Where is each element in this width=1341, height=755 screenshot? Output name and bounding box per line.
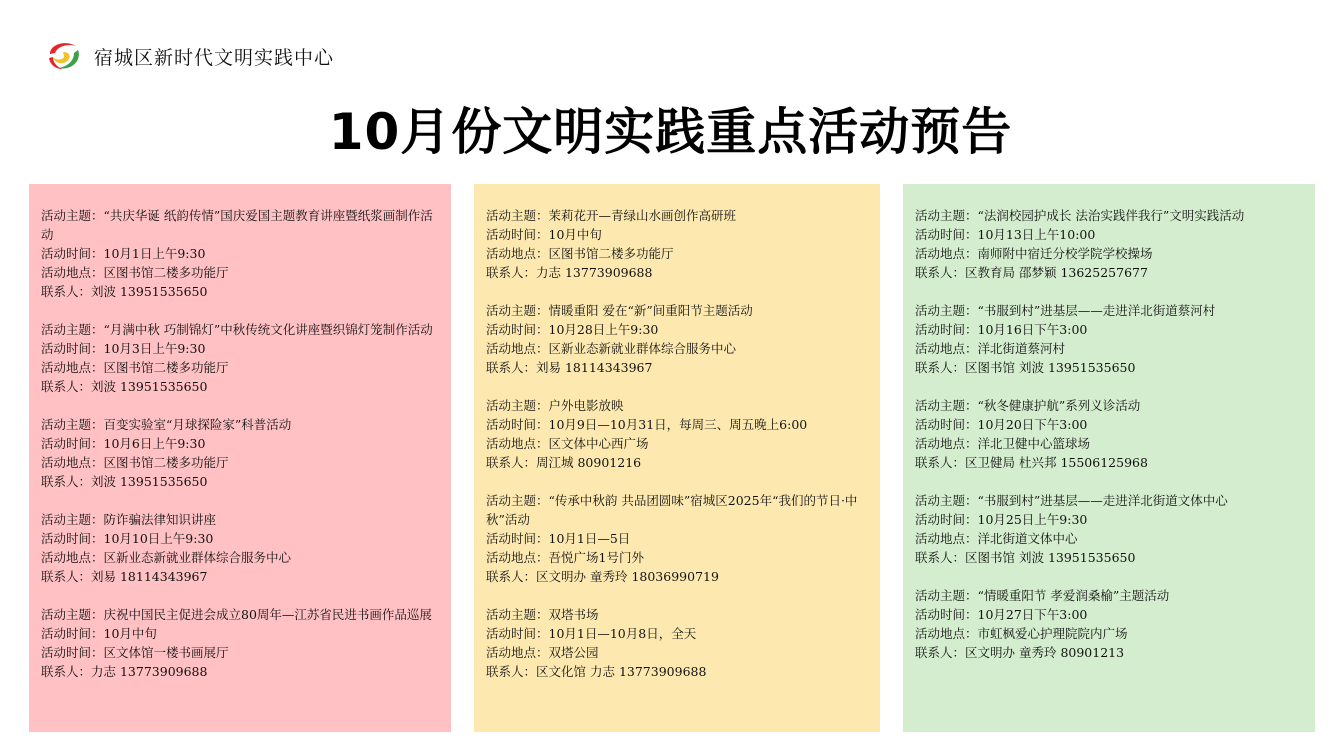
event-theme: 活动主题：庆祝中国民主促进会成立80周年—江苏省民进书画作品巡展 (41, 607, 432, 622)
event-item (915, 301, 1305, 377)
event-place: 活动地点：区图书馆二楼多功能厅 (41, 265, 229, 280)
event-theme: 活动主题：“月满中秋 巧制锦灯”中秋传统文化讲座暨织锦灯笼制作活动 (41, 322, 433, 337)
org-name: 宿城区新时代文明实践中心 (94, 46, 335, 69)
event-place: 活动地点：南师附中宿迁分校学院学校操场 (915, 246, 1153, 261)
event-item (41, 605, 441, 681)
event-time: 活动时间：10月3日上午9:30 (41, 341, 206, 356)
event-place: 活动地点：区文体中心西广场 (486, 436, 649, 451)
event-place: 活动地点：市虹枫爱心护理院院内广场 (915, 626, 1128, 641)
event-item (486, 396, 870, 472)
panel-left (29, 184, 451, 732)
event-theme: 活动主题：“情暖重阳节 孝爱润桑榆”主题活动 (915, 588, 1170, 603)
event-time: 活动时间：10月27日下午3:00 (915, 607, 1088, 622)
event-time: 活动时间：10月1日—5日 (486, 531, 631, 546)
event-theme: 活动主题：户外电影放映 (486, 398, 624, 413)
event-contact: 联系人：力志 13773909688 (486, 265, 653, 280)
event-time: 活动时间：10月1日上午9:30 (41, 246, 206, 261)
event-contact: 联系人：刘波 13951535650 (41, 284, 208, 299)
event-item (41, 415, 441, 491)
header (44, 38, 334, 74)
event-item (41, 206, 441, 301)
event-theme: 活动主题：“传承中秋韵 共品团圆味”宿城区2025年“我们的节日·中秋”活动 (486, 493, 858, 527)
event-contact: 联系人：区卫健局 杜兴邦 15506125968 (915, 455, 1148, 470)
event-place: 活动地点：洋北卫健中心篮球场 (915, 436, 1091, 451)
event-time: 活动时间：10月20日下午3:00 (915, 417, 1088, 432)
event-contact: 联系人：区教育局 邵梦颖 13625257677 (915, 265, 1148, 280)
event-place: 活动地点：洋北街道文体中心 (915, 531, 1078, 546)
event-item (915, 491, 1305, 567)
event-time: 活动时间：10月16日下午3:00 (915, 322, 1088, 337)
event-place: 活动地点：区图书馆二楼多功能厅 (486, 246, 674, 261)
event-item (41, 320, 441, 396)
event-time: 活动时间：10月10日上午9:30 (41, 531, 214, 546)
event-theme: 活动主题：百变实验室“月球探险家”科普活动 (41, 417, 292, 432)
panel-right (903, 184, 1315, 732)
event-contact: 联系人：区文明办 童秀玲 18036990719 (486, 569, 719, 584)
event-item (915, 586, 1305, 662)
event-theme: 活动主题：“秋冬健康护航”系列义诊活动 (915, 398, 1141, 413)
event-contact: 联系人：区文明办 童秀玲 80901213 (915, 645, 1125, 660)
event-theme: 活动主题：双塔书场 (486, 607, 599, 622)
event-theme: 活动主题：“共庆华诞 纸韵传情”国庆爱国主题教育讲座暨纸浆画制作活动 (41, 208, 433, 242)
panel-middle (474, 184, 880, 732)
event-time: 活动时间：10月6日上午9:30 (41, 436, 206, 451)
event-contact: 联系人：力志 13773909688 (41, 664, 208, 679)
event-theme: 活动主题：“书服到村”进基层——走进洋北街道蔡河村 (915, 303, 1216, 318)
event-time: 活动时间：10月1日—10月8日，全天 (486, 626, 697, 641)
event-contact: 联系人：区文化馆 力志 13773909688 (486, 664, 707, 679)
event-item (915, 206, 1305, 282)
event-time: 活动时间：10月9日—10月31日，每周三、周五晚上6:00 (486, 417, 808, 432)
event-theme: 活动主题：情暖重阳 爱在“新”间重阳节主题活动 (486, 303, 753, 318)
event-contact: 联系人：周江城 80901216 (486, 455, 642, 470)
event-theme: 活动主题：“法润校园护成长 法治实践伴我行”文明实践活动 (915, 208, 1245, 223)
event-item (915, 396, 1305, 472)
event-contact: 联系人：区图书馆 刘波 13951535650 (915, 360, 1136, 375)
event-contact: 联系人：区图书馆 刘波 13951535650 (915, 550, 1136, 565)
event-place: 活动地点：区图书馆二楼多功能厅 (41, 360, 229, 375)
event-place: 活动地点：双塔公园 (486, 645, 599, 660)
event-place: 活动地点：洋北街道蔡河村 (915, 341, 1066, 356)
event-time: 活动时间：10月中旬 (41, 626, 157, 641)
event-item (486, 605, 870, 681)
event-contact: 联系人：刘易 18114343967 (41, 569, 208, 584)
event-place: 活动地点：区新业态新就业群体综合服务中心 (41, 550, 292, 565)
swirl-logo-icon (44, 38, 84, 74)
event-theme: 活动主题：“书服到村”进基层——走进洋北街道文体中心 (915, 493, 1228, 508)
event-time: 活动时间：10月25日上午9:30 (915, 512, 1088, 527)
event-contact: 联系人：刘波 13951535650 (41, 379, 208, 394)
event-contact: 联系人：刘波 13951535650 (41, 474, 208, 489)
event-time: 活动时间：10月中旬 (486, 227, 602, 242)
event-time: 活动时间：10月28日上午9:30 (486, 322, 659, 337)
event-item (41, 510, 441, 586)
page-title: 10月份文明实践重点活动预告 (328, 103, 1013, 161)
event-place: 活动地点：吾悦广场1号门外 (486, 550, 644, 565)
event-place: 活动地点：区图书馆二楼多功能厅 (41, 455, 229, 470)
event-item (486, 206, 870, 282)
event-item (486, 491, 870, 586)
event-theme: 活动主题：茉莉花开—青绿山水画创作高研班 (486, 208, 737, 223)
event-item (486, 301, 870, 377)
event-contact: 联系人：刘易 18114343967 (486, 360, 653, 375)
event-place: 活动时间：区文体馆一楼书画展厅 (41, 645, 229, 660)
event-place: 活动地点：区新业态新就业群体综合服务中心 (486, 341, 737, 356)
event-theme: 活动主题：防诈骗法律知识讲座 (41, 512, 217, 527)
event-time: 活动时间：10月13日上午10:00 (915, 227, 1096, 242)
